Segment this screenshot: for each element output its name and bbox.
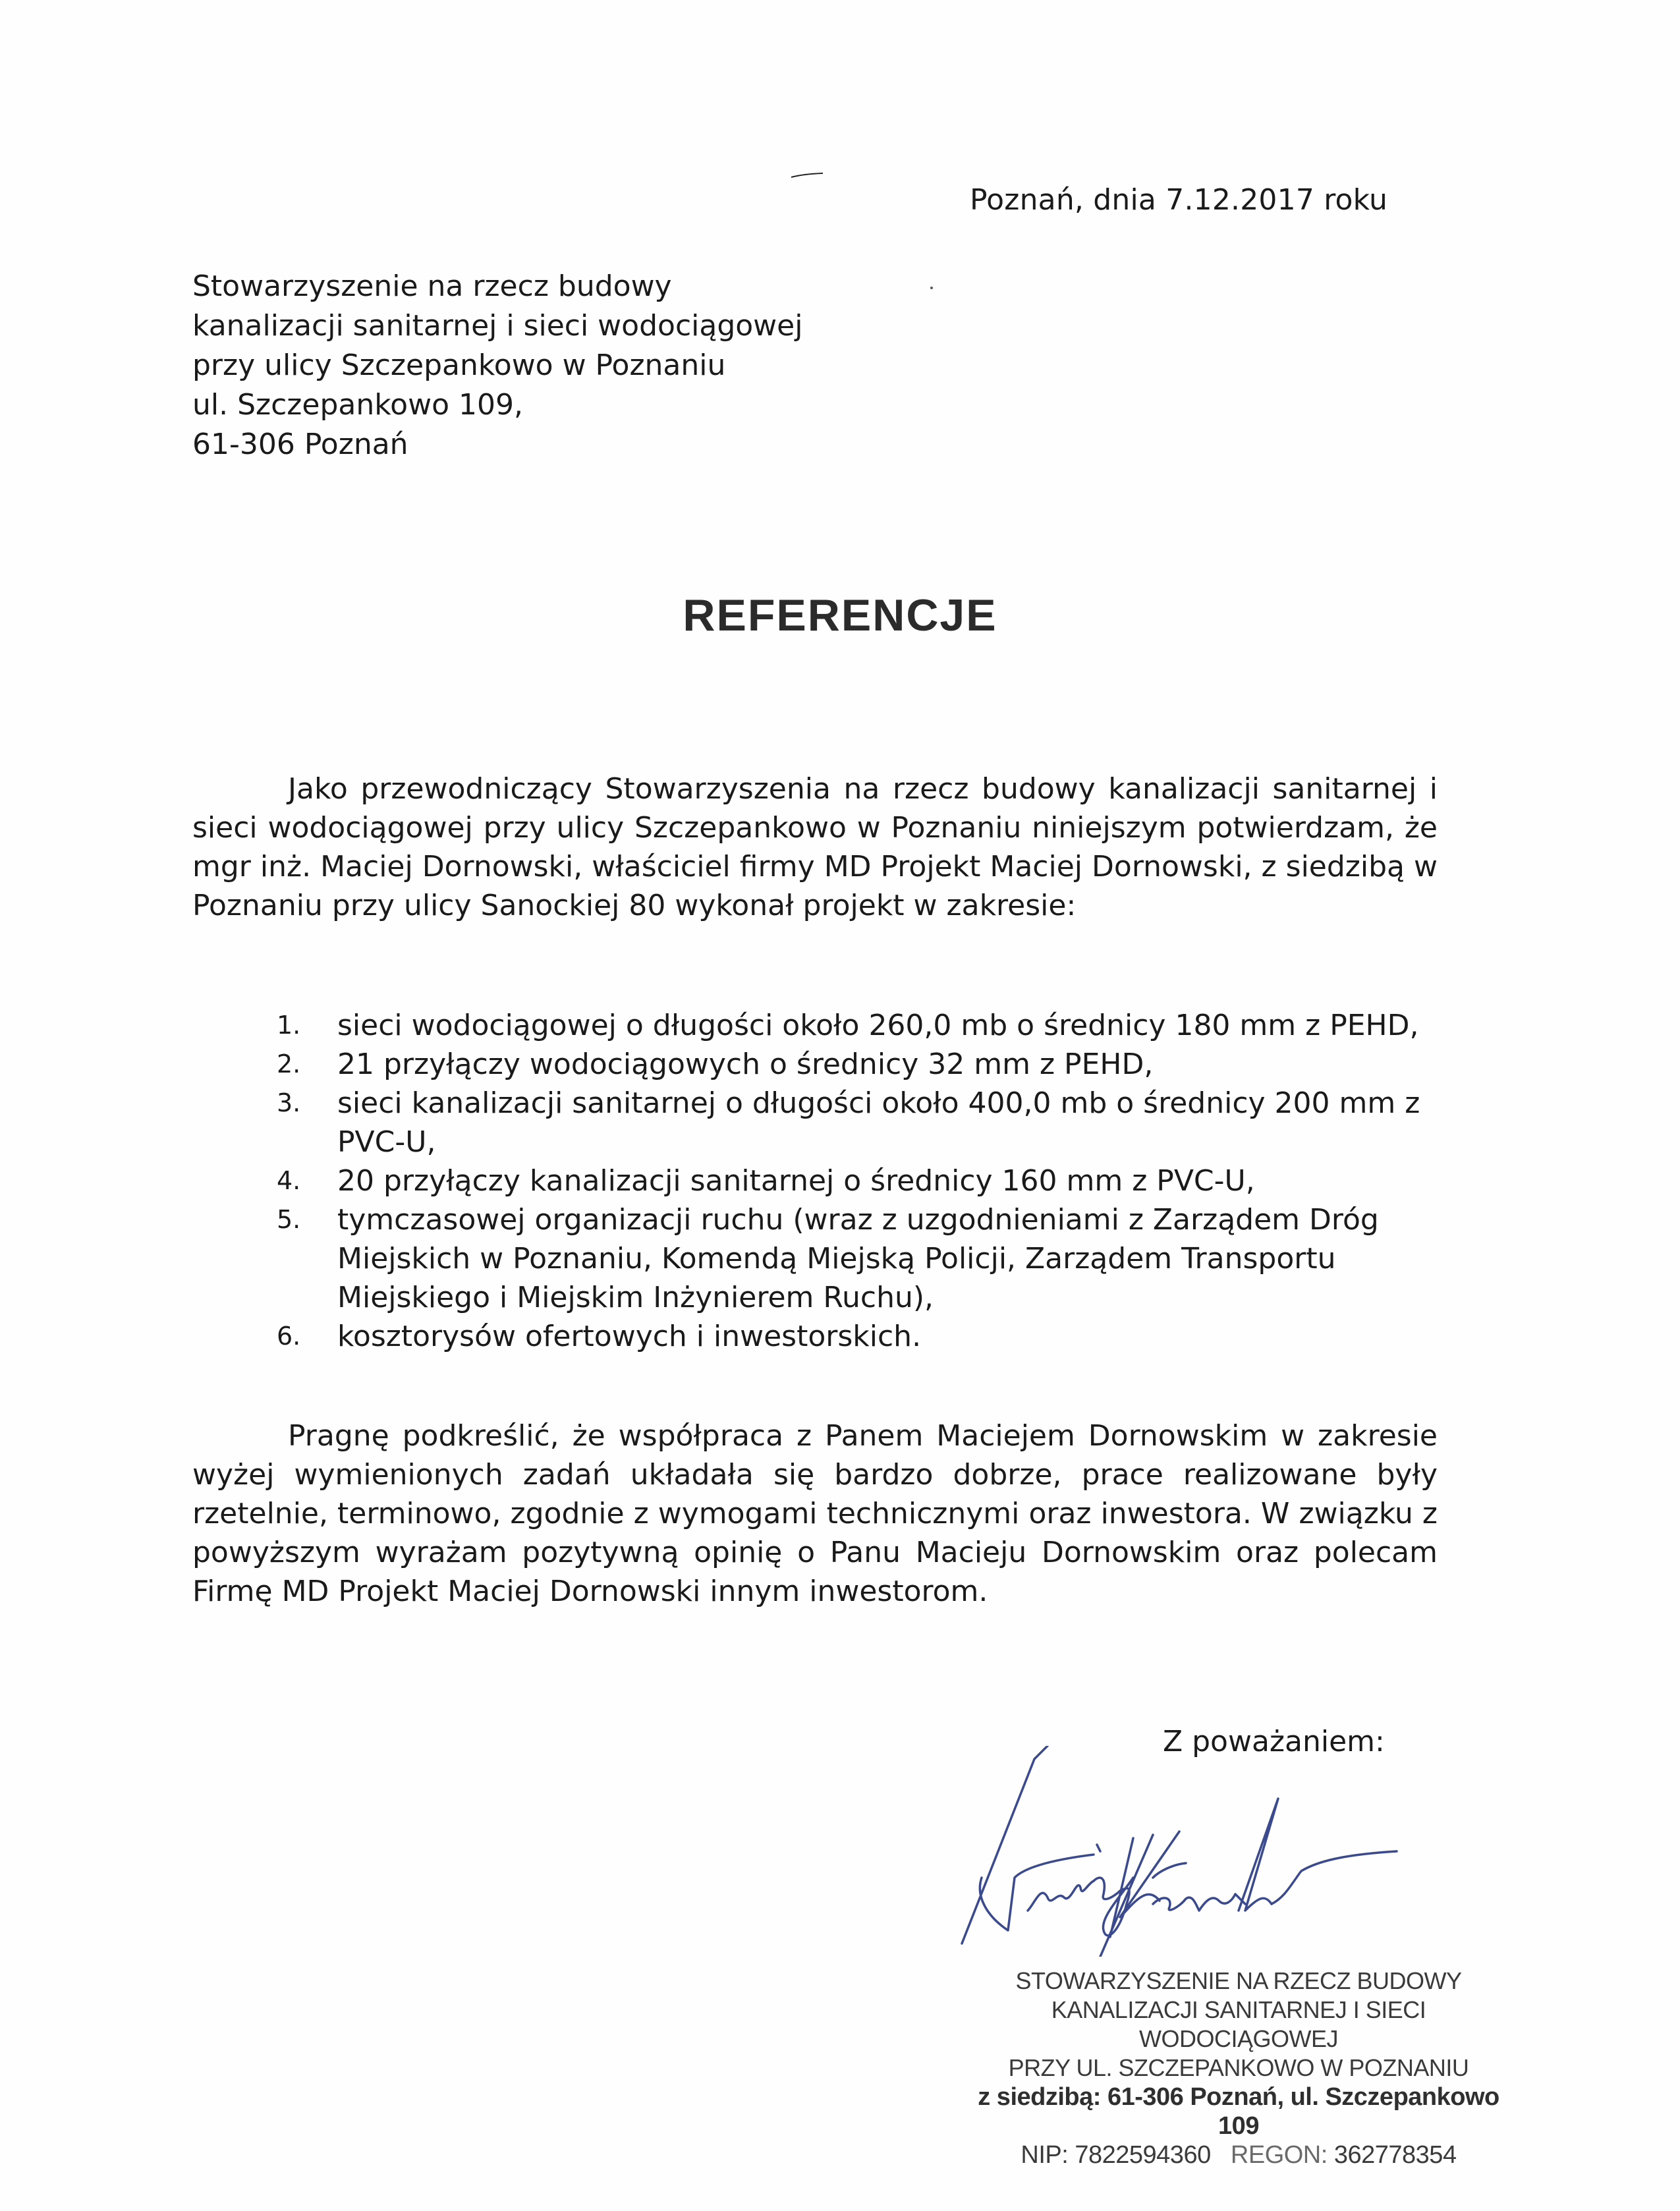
recipient-address xyxy=(192,267,802,464)
list-number: 1. xyxy=(277,1011,301,1040)
recipient-line: kanalizacji sanitarnej i sieci wodociągowej xyxy=(192,309,803,343)
list-number: 2. xyxy=(277,1050,301,1078)
recipient-line: 61-306 Poznań xyxy=(192,428,408,461)
handwritten-signature xyxy=(936,1746,1542,1957)
list-number: 3. xyxy=(277,1088,301,1117)
organization-stamp xyxy=(962,1967,1515,2169)
stamp-address: z siedzibą: 61-306 Poznań, ul. Szczepankowo 109 xyxy=(978,2083,1499,2140)
list-item-text: sieci kanalizacji sanitarnej o długości około 400,0 mb o średnicy 200 mm z PVC-U, xyxy=(337,1086,1420,1159)
scope-list-item xyxy=(277,1200,1463,1317)
scope-list-item xyxy=(277,1317,1463,1356)
closing-paragraph-text: Pragnę podkreślić, że współpraca z Panem Maciejem Dornowskim w zakresie wyżej wymienionych zadań układała się bardzo dobrze, prace realizowane były rzetelnie, terminowo, zgodnie z wymogami technicznymi oraz inwestora. W związku z powyższym wyrażam pozytywną opinię o Panu Macieju Dornowskim oraz polecam Firmę MD Projekt Maciej Dornowski innym inwestorom. xyxy=(192,1419,1438,1608)
signature-stroke xyxy=(1153,1863,1186,1878)
list-item-text: 20 przyłączy kanalizacji sanitarnej o średnicy 160 mm z PVC-U, xyxy=(337,1164,1255,1198)
document-title: REFERENCJE xyxy=(683,590,997,640)
stamp-line: PRZY UL. SZCZEPANKOWO W POZNANIU xyxy=(1008,2054,1469,2081)
nip-label: NIP: xyxy=(1021,2141,1069,2169)
scope-list-item xyxy=(277,1006,1463,1045)
scan-speck xyxy=(930,287,933,289)
regon-value: 362778354 xyxy=(1333,2141,1457,2169)
list-item-text: 21 przyłączy wodociągowych o średnicy 32 mm z PEHD, xyxy=(337,1048,1154,1081)
signature-stroke xyxy=(1097,1845,1100,1851)
stamp-line: KANALIZACJI SANITARNEJ I SIECI WODOCIĄGOWEJ xyxy=(1051,1996,1426,2052)
date-line: Poznań, dnia 7.12.2017 roku xyxy=(970,183,1388,217)
recipient-line: przy ulicy Szczepankowo w Poznaniu xyxy=(192,349,726,382)
scope-list-item xyxy=(277,1045,1463,1084)
list-number: 5. xyxy=(277,1205,301,1234)
scope-list-item xyxy=(277,1084,1463,1161)
list-number: 4. xyxy=(277,1166,301,1195)
stamp-registry-ids xyxy=(962,2141,1515,2169)
nip-value: 7822594360 xyxy=(1075,2141,1211,2169)
recipient-line: ul. Szczepankowo 109, xyxy=(192,388,523,422)
signature-stroke xyxy=(980,1855,1094,1930)
closing-paragraph xyxy=(192,1416,1438,1611)
signature-stroke xyxy=(962,1746,1048,1944)
signature-stroke xyxy=(1028,1881,1094,1911)
closing-salutation: Z poważaniem: xyxy=(1163,1725,1385,1758)
list-item-text: tymczasowej organizacji ruchu (wraz z uzgodnieniami z Zarządem Dróg Miejskich w Poznaniu, Komendą Miejską Policji, Zarządem Transportu Miejskiego i Miejskim Inżynierem Ruchu), xyxy=(337,1203,1379,1314)
stray-pen-mark xyxy=(791,173,824,178)
scope-list-item xyxy=(277,1161,1463,1200)
stamp-line: STOWARZYSZENIE NA RZECZ BUDOWY xyxy=(1015,1967,1462,1994)
recipient-line: Stowarzyszenie na rzecz budowy xyxy=(192,269,672,303)
list-item-text: sieci wodociągowej o długości około 260,0 mb o średnicy 180 mm z PEHD, xyxy=(337,1009,1419,1042)
scope-list xyxy=(277,1006,1463,1356)
signature-stroke xyxy=(1239,1799,1278,1911)
intro-paragraph xyxy=(192,770,1438,925)
list-number: 6. xyxy=(277,1322,301,1351)
list-item-text: kosztorysów ofertowych i inwestorskich. xyxy=(337,1320,922,1353)
signature-stroke xyxy=(1153,1894,1245,1911)
signature-stroke xyxy=(1272,1851,1397,1904)
regon-label: REGON: xyxy=(1230,2141,1328,2169)
intro-paragraph-text: Jako przewodniczący Stowarzyszenia na rzecz budowy kanalizacji sanitarnej i sieci wodociągowej przy ulicy Szczepankowo w Poznaniu niniejszym potwierdzam, że mgr inż. Maciej Dornowski, właściciel firmy MD Projekt Maciej Dornowski, z siedzibą w Poznaniu przy ulicy Sanockiej 80 wykonał projekt w zakresie: xyxy=(192,772,1438,922)
